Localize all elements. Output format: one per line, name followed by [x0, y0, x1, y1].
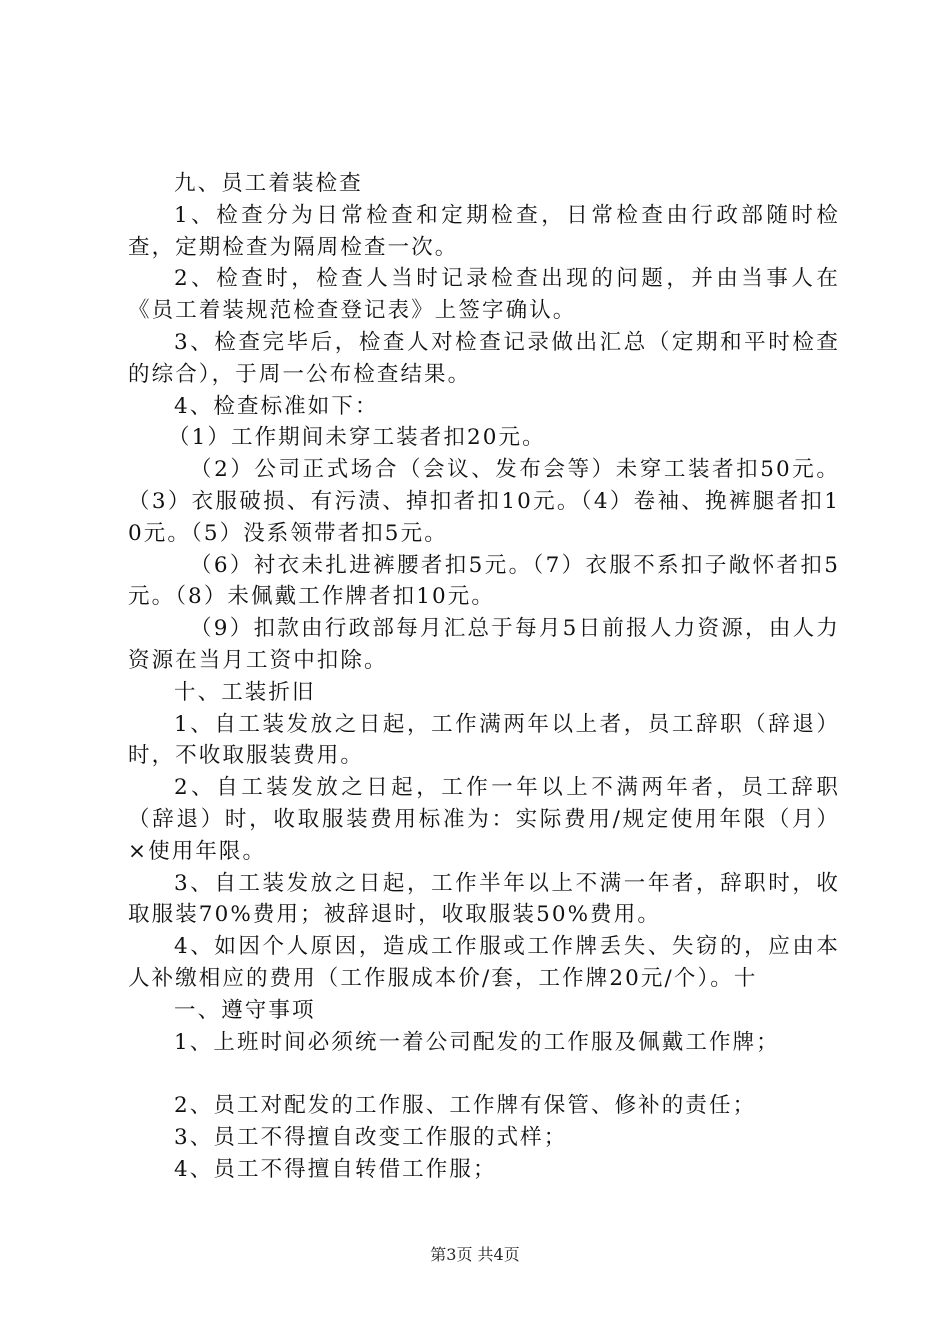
paragraph: 3、检查完毕后，检查人对检查记录做出汇总（定期和平时检查的综合），于周一公布检查结果。	[128, 329, 840, 387]
paragraph: 4、检查标准如下：	[174, 393, 379, 419]
paragraph: 2、员工对配发的工作服、工作牌有保管、修补的责任；	[174, 1093, 757, 1119]
paragraph: 4、员工不得擅自转借工作服；	[174, 1156, 497, 1182]
paragraph: （1）工作期间未穿工装者扣20元。	[168, 425, 546, 451]
section-heading-10: 十、工装折旧	[174, 679, 316, 705]
paragraph: （6）衬衣未扎进裤腰者扣5元。（7）衣服不系扣子敞怀者扣5元。（8）未佩戴工作牌者扣10元。	[128, 552, 840, 610]
paragraph: 3、员工不得擅自改变工作服的式样；	[174, 1125, 568, 1151]
section-heading-11: 一、遵守事项	[174, 997, 316, 1023]
section-heading-9: 九、员工着装检查	[174, 171, 363, 196]
document-body	[128, 168, 840, 1186]
paragraph: （2）公司正式场合（会议、发布会等）未穿工装者扣50元。（3）衣服破损、有污渍、掉扣者扣10元。（4）卷袖、挽裤腿者扣10元。（5）没系领带者扣5元。	[128, 457, 840, 546]
paragraph: 3、自工装发放之日起，工作半年以上不满一年者，辞职时，收取服装70%费用；被辞退时，收取服装50%费用。	[128, 870, 840, 928]
paragraph: 2、检查时，检查人当时记录检查出现的问题，并由当事人在《员工着装规范检查登记表》上签字确认。	[128, 266, 840, 324]
page-footer: 第3页 共4页	[430, 1245, 520, 1264]
paragraph: 1、检查分为日常检查和定期检查，日常检查由行政部随时检查，定期检查为隔周检查一次。	[128, 202, 840, 260]
paragraph: （9）扣款由行政部每月汇总于每月5日前报人力资源，由人力资源在当月工资中扣除。	[128, 616, 840, 673]
paragraph: 2、自工装发放之日起，工作一年以上不满两年者，员工辞职（辞退）时，收取服装费用标准为：实际费用/规定使用年限（月）×使用年限。	[128, 775, 840, 864]
paragraph-gap	[128, 1058, 840, 1090]
paragraph: 1、上班时间必须统一着公司配发的工作服及佩戴工作牌；	[174, 1029, 780, 1055]
paragraph: 4、如因个人原因，造成工作服或工作牌丢失、失窃的，应由本人补缴相应的费用（工作服成本价/套，工作牌20元/个）。十	[128, 934, 840, 991]
paragraph: 1、自工装发放之日起，工作满两年以上者，员工辞职（辞退）时，不收取服装费用。	[128, 711, 840, 769]
